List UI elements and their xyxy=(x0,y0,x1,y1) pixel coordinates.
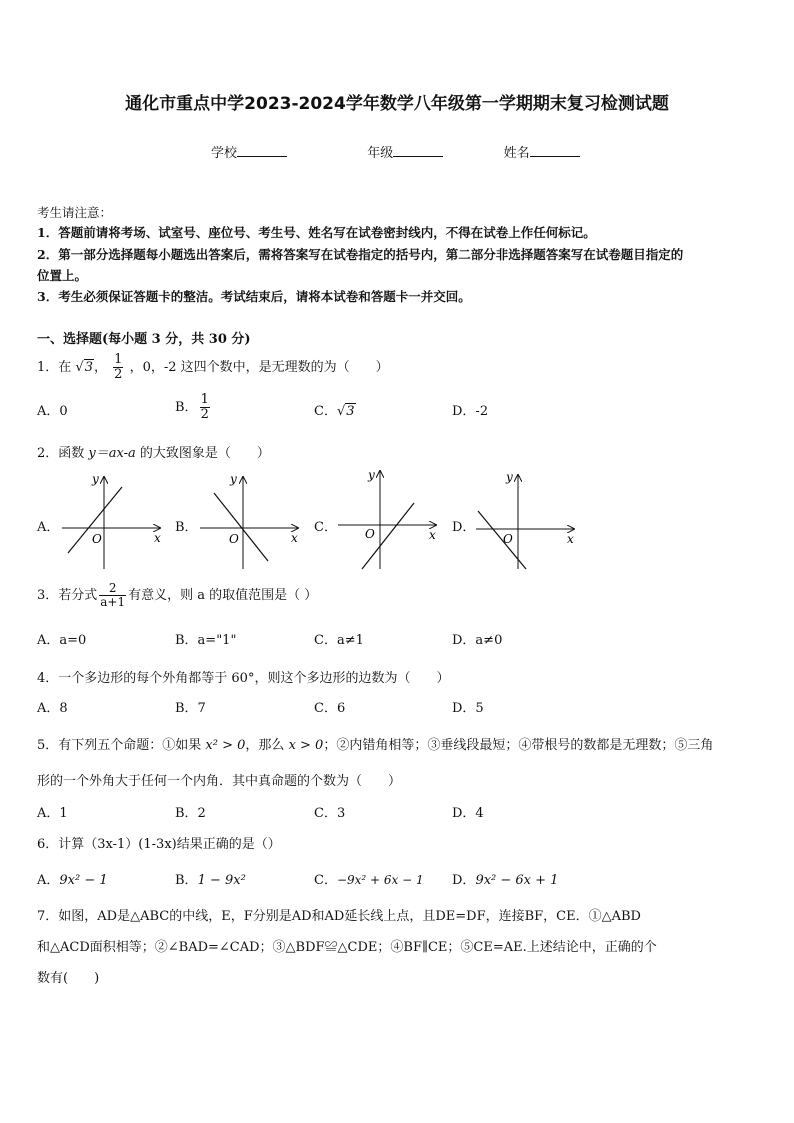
grade-label: 年级 xyxy=(367,146,394,161)
graph-a-o: O xyxy=(92,532,102,546)
graph-c-y: y xyxy=(368,468,375,482)
q5-cond2: x > 0 xyxy=(288,738,324,753)
section-title: 一、选择题(每小题 3 分，共 30 分) xyxy=(37,332,251,347)
question-6: 6．计算（3x-1）(1-3x)结果正确的是（） xyxy=(37,837,281,852)
notice-item-3: 3．考生必须保证答题卡的整洁。考试结束后，请将本试卷和答题卡一并交回。 xyxy=(37,289,471,304)
q5-option-c[interactable]: C．3 xyxy=(314,806,346,821)
school-blank xyxy=(237,143,287,157)
q6-option-c-label: C． xyxy=(314,873,337,888)
q2-graphs xyxy=(0,465,794,575)
q6-option-a-label: A． xyxy=(37,873,60,888)
q6-option-a-expr: 9x² − 1 xyxy=(59,873,108,888)
graph-d-x: x xyxy=(567,532,574,546)
notice-item-1: 1．答题前请将考场、试室号、座位号、考生号、姓名写在试卷密封线内，不得在试卷上作任何标记。 xyxy=(37,225,596,240)
q6-option-d-expr: 9x² − 6x + 1 xyxy=(475,873,559,888)
graph-a-x: x xyxy=(154,531,161,545)
q1-option-c[interactable] xyxy=(314,400,356,419)
question-2 xyxy=(37,442,270,461)
graph-b-y: y xyxy=(230,472,237,486)
q3-text-a: 3．若分式 xyxy=(37,588,98,603)
q6-option-d[interactable] xyxy=(452,869,558,888)
q5-option-a[interactable]: A．1 xyxy=(37,806,68,821)
q3-option-a[interactable]: A．a=0 xyxy=(37,633,87,648)
q1-option-c-label: C． xyxy=(314,404,337,419)
q1-option-a[interactable]: A．0 xyxy=(37,404,68,419)
school-label: 学校 xyxy=(211,146,238,161)
graph-b-o: O xyxy=(229,532,239,546)
q2-text-a: 2．函数 xyxy=(37,446,85,461)
q1-text-a: 1．在 xyxy=(37,360,72,375)
q4-option-c[interactable]: C．6 xyxy=(314,701,346,716)
page-title: 通化市重点中学2023-2024学年数学八年级第一学期期末复习检测试题 xyxy=(125,94,669,114)
graph-b xyxy=(200,472,298,569)
q6-option-c-expr: −9x² + 6x − 1 xyxy=(336,873,424,887)
question-3 xyxy=(37,578,317,614)
q6-option-b-expr: 1 − 9x² xyxy=(197,873,246,888)
q3-option-c[interactable]: C．a≠1 xyxy=(314,633,364,648)
student-info xyxy=(211,142,591,161)
q5-cond1: x² > 0 xyxy=(205,738,246,753)
question-7-line2: 和△ACD面积相等；②∠BAD=∠CAD；③△BDF≌△CDE；④BF∥CE；⑤CE=AE.上述结论中，正确的个 xyxy=(37,940,657,955)
q4-option-b[interactable]: B．7 xyxy=(175,701,206,716)
q5-text-a: 5．有下列五个命题：①如果 xyxy=(37,738,202,753)
q2-text-b: 的大致图象是（ ） xyxy=(139,446,270,461)
graph-d-y: y xyxy=(506,470,513,484)
question-5-line2: 形的一个外角大于任何一个内角．其中真命题的个数为（ ） xyxy=(37,774,402,789)
q6-option-b[interactable] xyxy=(175,869,246,888)
q2-option-a-label[interactable]: A． xyxy=(37,520,60,535)
q2-option-c-label[interactable]: C． xyxy=(314,520,337,535)
q5-text-b: ，那么 xyxy=(245,738,285,753)
graph-d xyxy=(476,470,574,569)
question-7-line3: 数有( ) xyxy=(37,971,100,986)
name-blank xyxy=(530,143,580,157)
q1-sep: ， xyxy=(94,360,108,375)
q2-option-b-label[interactable]: B． xyxy=(175,520,198,535)
q2-equation: y＝ax-a xyxy=(88,446,136,461)
q1-option-d[interactable]: D．-2 xyxy=(452,404,489,419)
q6-option-b-label: B． xyxy=(175,873,198,888)
q1-sqrt: √3 xyxy=(75,360,93,375)
q3-option-d[interactable]: D．a≠0 xyxy=(452,633,503,648)
q6-option-d-label: D． xyxy=(452,873,476,888)
graph-c-x: x xyxy=(429,528,436,542)
q5-option-b[interactable]: B．2 xyxy=(175,806,206,821)
graph-a xyxy=(62,472,161,569)
q1-option-b-label: B． xyxy=(175,400,198,415)
q2-option-d-label[interactable]: D． xyxy=(452,520,476,535)
q6-option-a[interactable] xyxy=(37,869,108,888)
q6-option-c[interactable] xyxy=(314,869,424,888)
q1-option-b-frac: $\frac{1}{2}$ xyxy=(200,392,209,422)
q1-fraction: $\frac{1}{2}$ xyxy=(114,352,123,382)
notice-item-2: 2．第一部分选择题每小题选出答案后，需将答案写在试卷指定的括号内，第二部分非选择题答案写在试卷题目指定的 xyxy=(37,247,684,262)
q4-option-d[interactable]: D．5 xyxy=(452,701,484,716)
question-1 xyxy=(37,350,389,390)
notice-heading: 考生请注意： xyxy=(37,205,113,220)
name-label: 姓名 xyxy=(503,146,530,161)
q3-text-b: 有意义，则 a 的取值范围是（ ） xyxy=(128,588,318,603)
graph-b-x: x xyxy=(291,531,298,545)
q1-option-c-sqrt: √3 xyxy=(336,404,355,419)
q5-text-c: ；②内错角相等；③垂线段最短；④带根号的数都是无理数；⑤三角 xyxy=(323,738,714,753)
q3-option-b[interactable]: B．a="1" xyxy=(175,633,237,648)
q1-text-b: ，0，-2 这四个数中，是无理数的为（ ） xyxy=(129,360,389,375)
q4-option-a[interactable]: A．8 xyxy=(37,701,68,716)
graph-c-o: O xyxy=(365,527,375,541)
graph-d-o: O xyxy=(503,532,513,546)
graph-c xyxy=(338,468,436,569)
notice-item-2-cont: 位置上。 xyxy=(37,268,88,283)
q1-option-b[interactable] xyxy=(175,390,212,426)
question-7-line1: 7．如图，AD是△ABC的中线，E，F分别是AD和AD延长线上点，且DE=DF，连接BF，CE．①△ABD xyxy=(37,909,641,924)
q5-option-d[interactable]: D．4 xyxy=(452,806,484,821)
q3-fraction: $\frac{2}{a+1}$ xyxy=(100,581,126,609)
grade-blank xyxy=(393,143,443,157)
graph-a-y: y xyxy=(92,472,99,486)
question-5 xyxy=(37,734,713,753)
question-4: 4．一个多边形的每个外角都等于 60°，则这个多边形的边数为（ ） xyxy=(37,671,450,686)
